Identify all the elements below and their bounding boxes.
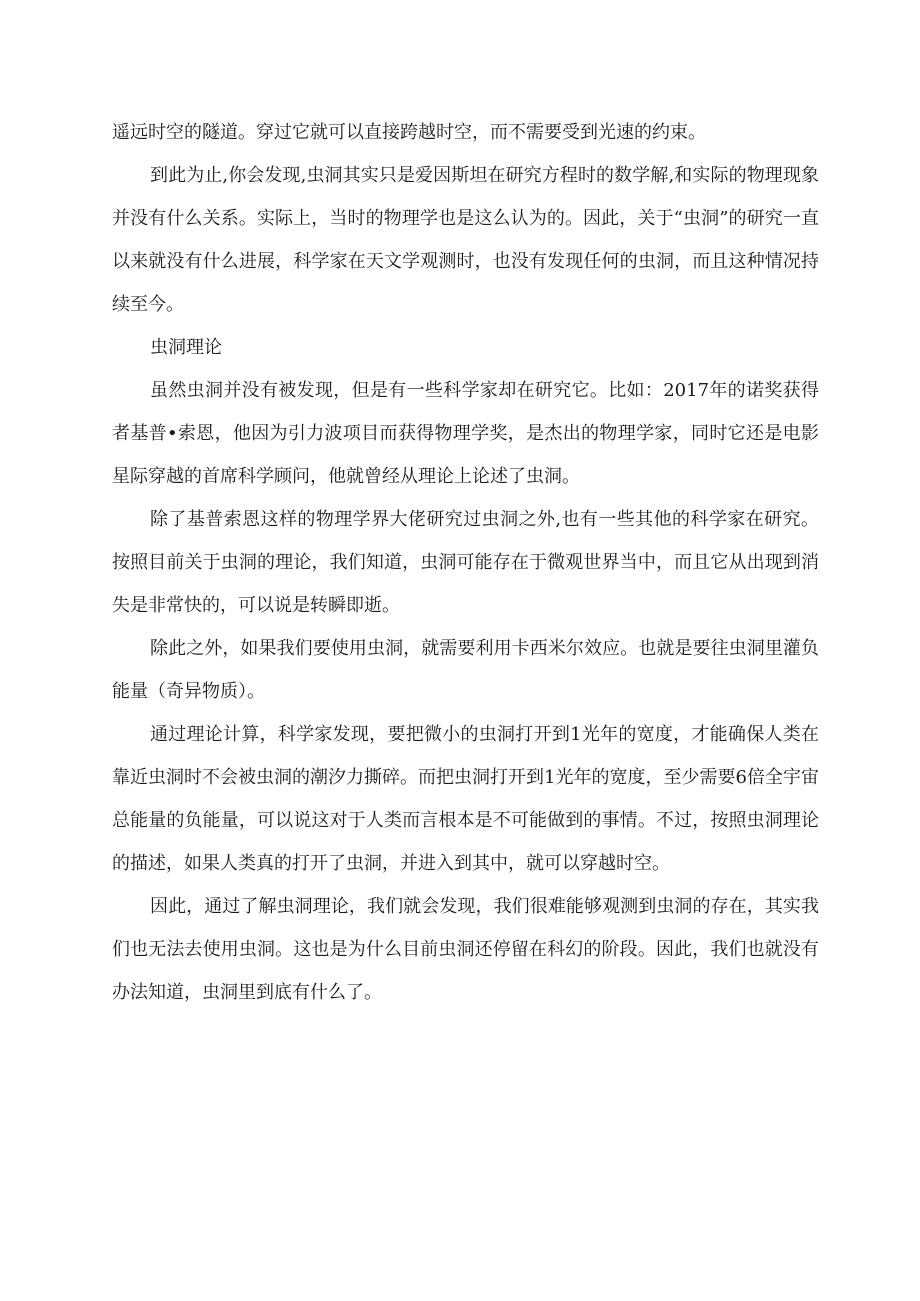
paragraph-negative-energy: 通过理论计算，科学家发现，要把微小的虫洞打开到1光年的宽度，才能确保人类在靠近虫洞时不会被虫洞的潮汐力撕碎。而把虫洞打开到1光年的宽度，至少需要6倍全宇宙总能量的负能量，可以说这对于人类而言根本是不可能做到的事情。不过，按照虫洞理论的描述，如果人类真的打开了虫洞，并进入到其中，就可以穿越时空。: [112, 724, 819, 874]
section-heading-wormhole-theory: 虫洞理论: [150, 337, 222, 358]
document-page: [112, 111, 819, 1014]
paragraph-casimir-effect: 除此之外，如果我们要使用虫洞，就需要利用卡西米尔效应。也就是要往虫洞里灌负能量（奇异物质）。: [112, 638, 819, 702]
paragraph-wormhole-math-solution: 到此为止,你会发现,虫洞其实只是爱因斯坦在研究方程时的数学解,和实际的物理现象并没有什么关系。实际上，当时的物理学也是这么认为的。因此，关于“虫洞”的研究一直以来就没有什么进展，科学家在天文学观测时，也没有发现任何的虫洞，而且这种情况持续至今。: [112, 165, 819, 315]
paragraph-kip-thorne: 虽然虫洞并没有被发现，但是有一些科学家却在研究它。比如：2017年的诺奖获得者基普•索恩，他因为引力波项目而获得物理学奖，是杰出的物理学家，同时它还是电影星际穿越的首席科学顾问，他就曾经从理论上论述了虫洞。: [112, 380, 819, 487]
paragraph-continued: 遥远时空的隧道。穿过它就可以直接跨越时空，而不需要受到光速的约束。: [112, 122, 706, 143]
paragraph-conclusion: 因此，通过了解虫洞理论，我们就会发现，我们很难能够观测到虫洞的存在，其实我们也无法去使用虫洞。这也是为什么目前虫洞还停留在科幻的阶段。因此，我们也就没有办法知道，虫洞里到底有什么了。: [112, 896, 819, 1003]
paragraph-microscopic-wormholes: 除了基普索恩这样的物理学界大佬研究过虫洞之外,也有一些其他的科学家在研究。按照目前关于虫洞的理论，我们知道，虫洞可能存在于微观世界当中，而且它从出现到消失是非常快的，可以说是转瞬即逝。: [112, 509, 819, 616]
